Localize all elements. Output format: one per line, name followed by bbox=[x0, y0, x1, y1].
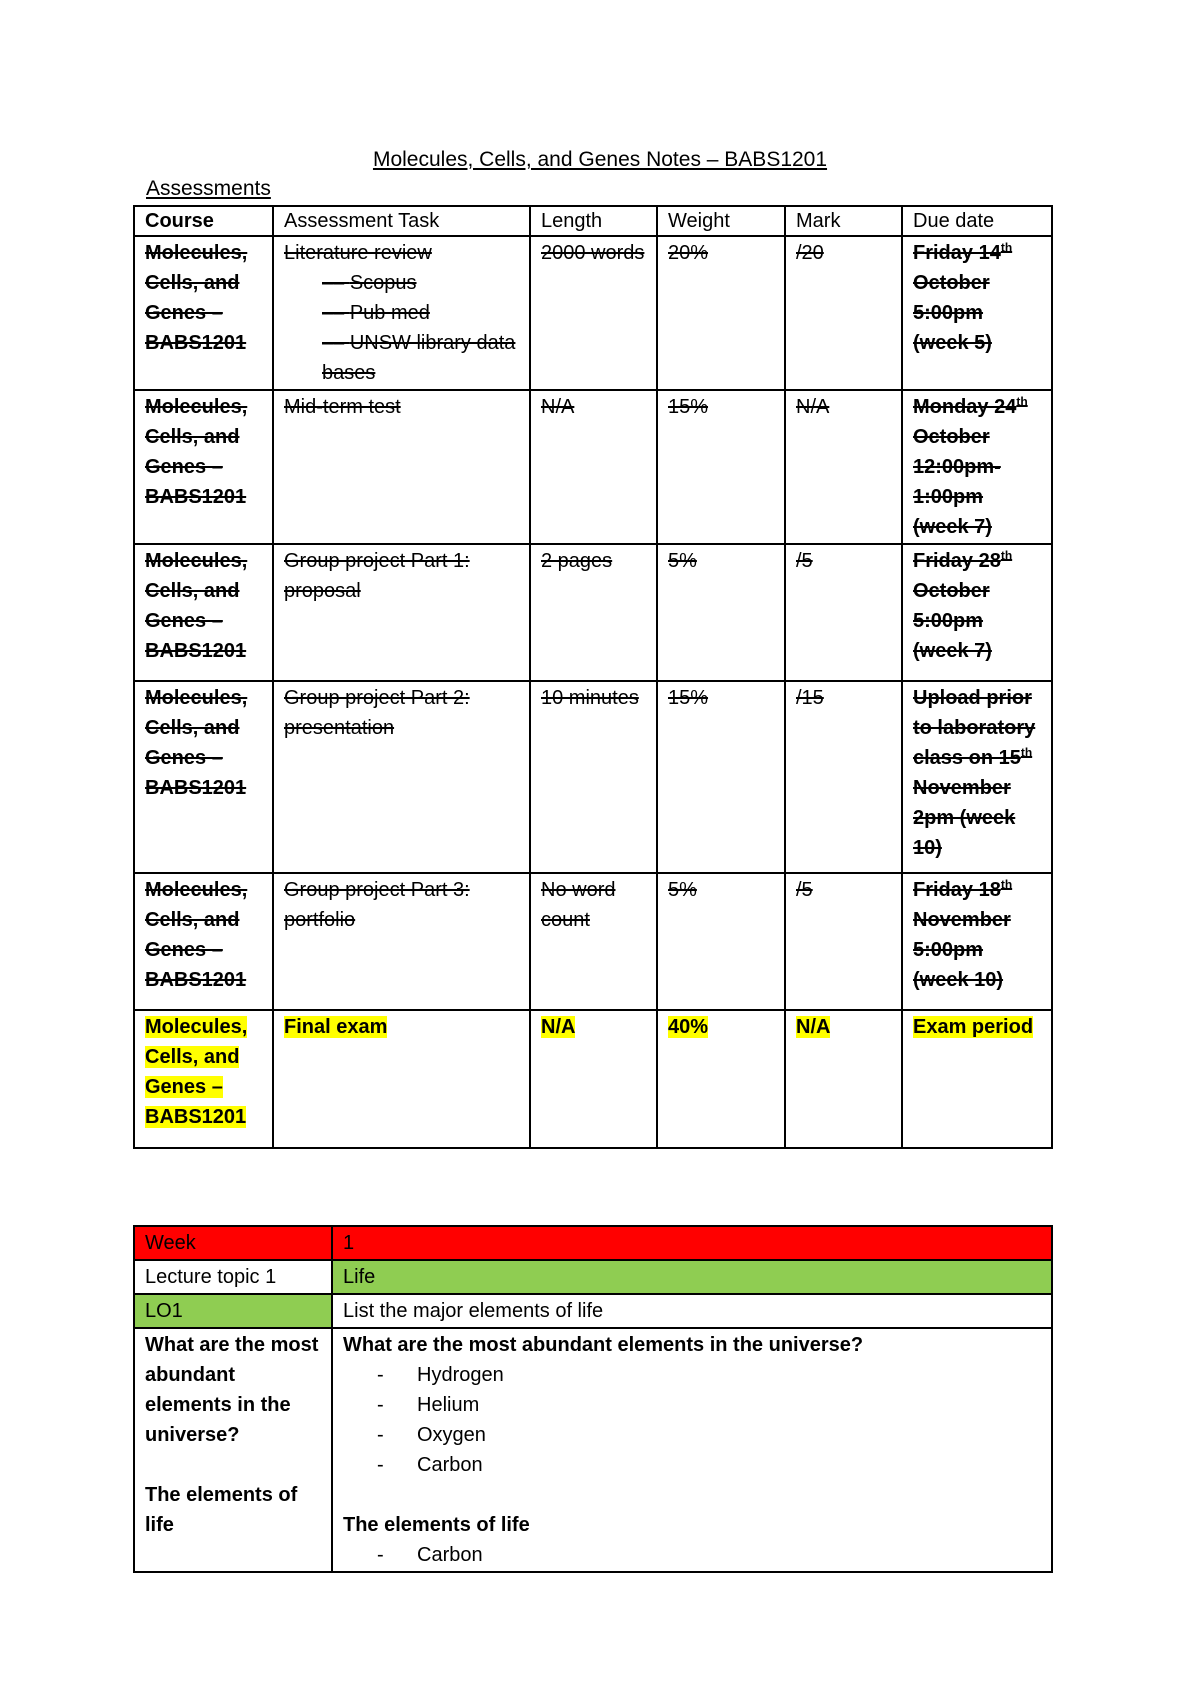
due-date-text bbox=[913, 1016, 1033, 1038]
length-cell-text: N/A bbox=[541, 1016, 576, 1038]
q2-label: The elements of life bbox=[145, 1484, 298, 1536]
topic-row bbox=[134, 1260, 1052, 1294]
mark-cell bbox=[785, 236, 902, 390]
q1-list bbox=[343, 1360, 1041, 1480]
task-cell bbox=[273, 681, 530, 873]
length-cell bbox=[530, 681, 657, 873]
task-cell bbox=[273, 390, 530, 544]
assessment-row bbox=[134, 1010, 1052, 1148]
document-title: Molecules, Cells, and Genes Notes – BABS1201 bbox=[372, 148, 828, 171]
topic-label: Lecture topic 1 bbox=[134, 1260, 332, 1294]
due-date-cell bbox=[902, 681, 1052, 873]
task-cell-text: Literature review bbox=[284, 242, 432, 264]
due-date-due-sup: th bbox=[1000, 240, 1013, 255]
due-date-due-pre: Friday 14 bbox=[913, 242, 1001, 264]
mark-cell bbox=[785, 681, 902, 873]
due-date-text bbox=[913, 879, 1012, 991]
course-cell-text: Molecules, Cells, and Genes – BABS1201 bbox=[145, 687, 248, 799]
task-sub-item: –– UNSW library data bases bbox=[322, 328, 519, 388]
element-list-item: - Helium bbox=[377, 1390, 1041, 1420]
course-cell-text: Molecules, Cells, and Genes – BABS1201 bbox=[145, 879, 248, 991]
mark-cell bbox=[785, 390, 902, 544]
weight-cell-text: 5% bbox=[668, 550, 697, 572]
due-date-due-pre: Upload prior to laboratory class on 15 bbox=[913, 687, 1036, 769]
weight-cell-text: 15% bbox=[668, 396, 709, 418]
weight-cell bbox=[657, 236, 785, 390]
due-date-due-pre: Friday 28 bbox=[913, 550, 1001, 572]
mark-cell-text: N/A bbox=[796, 396, 830, 418]
week-label: Week bbox=[134, 1226, 332, 1260]
mark-cell-text: /5 bbox=[796, 550, 813, 572]
assessment-row bbox=[134, 544, 1052, 681]
answers-cell bbox=[332, 1328, 1052, 1572]
due-date-text bbox=[913, 242, 1012, 354]
task-cell-text: Group project Part 2: presentation bbox=[284, 687, 470, 739]
course-cell bbox=[134, 1010, 273, 1148]
task-cell-text: Mid-term test bbox=[284, 396, 401, 418]
due-date-due-post: November 2pm (week 10) bbox=[913, 777, 1016, 859]
week-value: 1 bbox=[332, 1226, 1052, 1260]
due-date-cell bbox=[902, 1010, 1052, 1148]
due-date-cell bbox=[902, 544, 1052, 681]
course-cell bbox=[134, 236, 273, 390]
weight-cell bbox=[657, 390, 785, 544]
element-list-item: - Hydrogen bbox=[377, 1360, 1041, 1390]
weight-cell bbox=[657, 1010, 785, 1148]
topic-value: Life bbox=[332, 1260, 1052, 1294]
course-cell bbox=[134, 544, 273, 681]
q1-heading: What are the most abundant elements in the universe? bbox=[343, 1334, 864, 1356]
due-date-cell bbox=[902, 873, 1052, 1010]
header-length: Length bbox=[530, 206, 657, 236]
task-cell bbox=[273, 873, 530, 1010]
length-cell bbox=[530, 544, 657, 681]
course-cell-text: Molecules, Cells, and Genes – BABS1201 bbox=[145, 242, 248, 354]
week-row bbox=[134, 1226, 1052, 1260]
section-label-assessments: Assessments bbox=[146, 177, 271, 200]
task-cell bbox=[273, 544, 530, 681]
weight-cell-text: 15% bbox=[668, 687, 709, 709]
task-sub-list bbox=[284, 268, 519, 388]
header-due-date: Due date bbox=[902, 206, 1052, 236]
lo-value: List the major elements of life bbox=[332, 1294, 1052, 1328]
due-date-due-post: October 12:00pm-1:00pm (week 7) bbox=[913, 426, 1001, 538]
weight-cell bbox=[657, 681, 785, 873]
due-date-cell bbox=[902, 236, 1052, 390]
length-cell bbox=[530, 1010, 657, 1148]
due-date-text bbox=[913, 687, 1035, 859]
questions-cell bbox=[134, 1328, 332, 1572]
course-cell bbox=[134, 873, 273, 1010]
element-list-item: - Carbon bbox=[377, 1540, 1041, 1570]
mark-cell bbox=[785, 873, 902, 1010]
mark-cell bbox=[785, 544, 902, 681]
mark-cell-text: /20 bbox=[796, 242, 824, 264]
lo-row bbox=[134, 1294, 1052, 1328]
course-cell bbox=[134, 390, 273, 544]
q2-heading: The elements of life bbox=[343, 1514, 530, 1536]
due-date-cell bbox=[902, 390, 1052, 544]
header-assessment-task: Assessment Task bbox=[273, 206, 530, 236]
due-date-due-post: October 5:00pm (week 7) bbox=[913, 580, 992, 662]
assessment-row bbox=[134, 236, 1052, 390]
task-cell bbox=[273, 1010, 530, 1148]
due-date-due-post: October 5:00pm (week 5) bbox=[913, 272, 992, 354]
length-cell-text: 2 pages bbox=[541, 550, 613, 572]
weight-cell-text: 5% bbox=[668, 879, 697, 901]
length-cell-text: N/A bbox=[541, 396, 575, 418]
weight-cell bbox=[657, 544, 785, 681]
assessment-row bbox=[134, 390, 1052, 544]
header-mark: Mark bbox=[785, 206, 902, 236]
header-weight: Weight bbox=[657, 206, 785, 236]
due-date-due-sup: th bbox=[1020, 745, 1033, 760]
weight-cell-text: 40% bbox=[668, 1016, 709, 1038]
mark-cell-text: N/A bbox=[796, 1016, 831, 1038]
due-date-due-post: November 5:00pm (week 10) bbox=[913, 909, 1011, 991]
lo-label: LO1 bbox=[134, 1294, 332, 1328]
mark-cell-text: /15 bbox=[796, 687, 824, 709]
due-date-text bbox=[913, 550, 1012, 662]
mark-cell-text: /5 bbox=[796, 879, 813, 901]
element-list-item: - Oxygen bbox=[377, 1420, 1041, 1450]
weight-cell-text: 20% bbox=[668, 242, 709, 264]
course-cell-text: Molecules, Cells, and Genes – BABS1201 bbox=[145, 1016, 248, 1128]
due-date-due-pre: Monday 24 bbox=[913, 396, 1017, 418]
task-cell-text: Group project Part 3: portfolio bbox=[284, 879, 470, 931]
due-date-due-pre: Exam period bbox=[913, 1016, 1034, 1038]
due-date-text bbox=[913, 396, 1028, 538]
length-cell-text: 2000 words bbox=[541, 242, 645, 264]
weight-cell bbox=[657, 873, 785, 1010]
header-course: Course bbox=[134, 206, 273, 236]
course-cell-text: Molecules, Cells, and Genes – BABS1201 bbox=[145, 550, 248, 662]
assessments-header-row bbox=[134, 206, 1052, 236]
task-cell-text: Final exam bbox=[284, 1016, 388, 1038]
content-row bbox=[134, 1328, 1052, 1572]
task-sub-item: –– Pub med bbox=[322, 298, 519, 328]
due-date-due-sup: th bbox=[1016, 394, 1028, 409]
due-date-due-pre: Friday 18 bbox=[913, 879, 1001, 901]
length-cell-text: 10 minutes bbox=[541, 687, 639, 709]
length-cell bbox=[530, 236, 657, 390]
course-cell bbox=[134, 681, 273, 873]
due-date-due-sup: th bbox=[1000, 877, 1013, 892]
course-cell-text: Molecules, Cells, and Genes – BABS1201 bbox=[145, 396, 248, 508]
length-cell bbox=[530, 873, 657, 1010]
element-list-item: - Carbon bbox=[377, 1450, 1041, 1480]
mark-cell bbox=[785, 1010, 902, 1148]
assessments-table bbox=[133, 205, 1053, 1149]
length-cell-text: No word count bbox=[541, 879, 616, 931]
assessment-row bbox=[134, 873, 1052, 1010]
lecture-notes-table bbox=[133, 1225, 1053, 1573]
assessment-row bbox=[134, 681, 1052, 873]
q1-label: What are the most abundant elements in the universe? bbox=[145, 1334, 319, 1446]
task-cell-text: Group project Part 1: proposal bbox=[284, 550, 470, 602]
q2-list bbox=[343, 1540, 1041, 1570]
length-cell bbox=[530, 390, 657, 544]
task-cell bbox=[273, 236, 530, 390]
task-sub-item: –– Scopus bbox=[322, 268, 519, 298]
due-date-due-sup: th bbox=[1000, 548, 1013, 563]
